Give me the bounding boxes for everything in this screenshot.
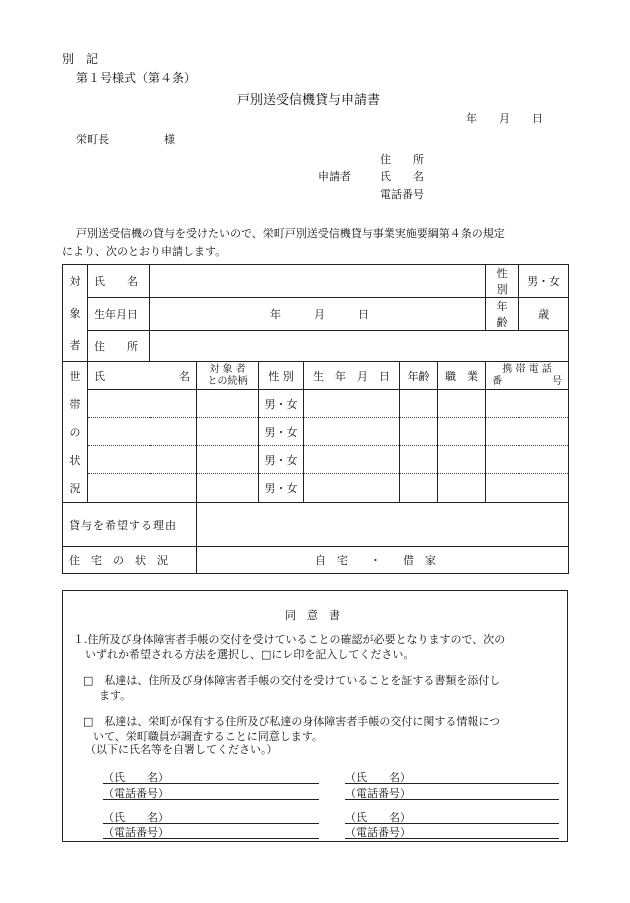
subject-name-input[interactable] bbox=[150, 265, 486, 298]
col-relation: 対 象 者 との続柄 bbox=[197, 362, 259, 390]
member-gender-choice[interactable]: 男・女 bbox=[259, 418, 304, 446]
member-age-input[interactable] bbox=[400, 446, 438, 474]
housing-choice[interactable]: 自 宅 ・ 借 家 bbox=[197, 547, 569, 574]
signature-phone-label: （電話番号） bbox=[345, 787, 411, 800]
member-relation-input[interactable] bbox=[197, 418, 259, 446]
member-dob-input[interactable] bbox=[304, 390, 400, 418]
member-job-input[interactable] bbox=[438, 474, 486, 503]
signature-phone-label: （電話番号） bbox=[103, 826, 169, 839]
annex-label: 別 記 bbox=[62, 52, 99, 66]
col-name: 氏 名 bbox=[88, 362, 197, 390]
consent-option-1-checkbox[interactable]: □ 私達は、住所及び身体障害者手帳の交付を受けていることを証する書類を添付し bbox=[83, 674, 501, 687]
signature-name-label: （氏 名） bbox=[103, 811, 169, 824]
address-label: 住 所 bbox=[380, 153, 424, 166]
member-name-input[interactable] bbox=[88, 418, 197, 446]
col-dob: 生 年 月 日 bbox=[304, 362, 400, 390]
consent-option-2-line-2: いて、栄町職員が調査することに同意します。 bbox=[93, 730, 323, 743]
subject-dob-label: 生年月日 bbox=[88, 298, 150, 331]
subject-gender-label: 性 別 bbox=[486, 265, 519, 298]
form-number: 第１号様式（第４条） bbox=[76, 71, 197, 85]
member-dob-input[interactable] bbox=[304, 418, 400, 446]
subject-name-label: 氏 名 bbox=[88, 265, 150, 298]
applicant-phone-label: 電話番号 bbox=[380, 188, 424, 201]
signature-name-line[interactable] bbox=[345, 783, 559, 784]
signature-phone-label: （電話番号） bbox=[103, 787, 169, 800]
member-age-input[interactable] bbox=[400, 418, 438, 446]
member-job-input[interactable] bbox=[438, 390, 486, 418]
consent-item-1-line-2: いずれか希望される方法を選択し、□にレ印を記入してください。 bbox=[85, 648, 415, 661]
applicant-label: 申請者 bbox=[318, 170, 351, 183]
household-row bbox=[63, 474, 569, 503]
signature-name-label: （氏 名） bbox=[345, 771, 411, 784]
member-gender-choice[interactable]: 男・女 bbox=[259, 446, 304, 474]
consent-title: 同 意 書 bbox=[285, 609, 340, 622]
household-row bbox=[63, 390, 569, 418]
signature-phone-line[interactable] bbox=[345, 838, 559, 839]
signature-phone-line[interactable] bbox=[103, 799, 319, 800]
col-job: 職 業 bbox=[438, 362, 486, 390]
household-row bbox=[63, 418, 569, 446]
subject-side-label: 対 象 者 bbox=[63, 265, 88, 362]
intro-text-2: により、次のとおり申請します。 bbox=[62, 245, 227, 258]
subject-address-input[interactable] bbox=[150, 331, 569, 362]
subject-dob-input[interactable]: 年 月 日 bbox=[150, 298, 486, 331]
page-title: 戸別送受信機貸与申請書 bbox=[237, 93, 381, 108]
signature-phone-line[interactable] bbox=[345, 799, 559, 800]
member-job-input[interactable] bbox=[438, 446, 486, 474]
member-mobile-input[interactable] bbox=[486, 474, 569, 503]
subject-age-input[interactable]: 歳 bbox=[519, 298, 569, 331]
signature-phone-line[interactable] bbox=[103, 838, 319, 839]
col-age: 年齢 bbox=[400, 362, 438, 390]
application-table bbox=[62, 264, 569, 574]
member-relation-input[interactable] bbox=[197, 446, 259, 474]
member-age-input[interactable] bbox=[400, 390, 438, 418]
consent-option-2-checkbox[interactable]: □ 私達は、栄町が保有する住所及び私達の身体障害者手帳の交付に関する情報につ bbox=[83, 715, 501, 728]
reason-input[interactable] bbox=[197, 503, 569, 547]
subject-address-label: 住 所 bbox=[88, 331, 150, 362]
member-relation-input[interactable] bbox=[197, 390, 259, 418]
date-field[interactable]: 年 月 日 bbox=[466, 112, 543, 125]
member-gender-choice[interactable]: 男・女 bbox=[259, 390, 304, 418]
intro-text-1: 戸別送受信機の貸与を受けたいので、栄町戸別送受信機貸与事業実施要綱第４条の規定 bbox=[76, 227, 505, 240]
member-dob-input[interactable] bbox=[304, 474, 400, 503]
member-mobile-input[interactable] bbox=[486, 418, 569, 446]
household-side-label: 世 帯 の 状 況 bbox=[63, 362, 88, 503]
member-mobile-input[interactable] bbox=[486, 390, 569, 418]
member-name-input[interactable] bbox=[88, 390, 197, 418]
member-name-input[interactable] bbox=[88, 474, 197, 503]
signature-phone-label: （電話番号） bbox=[345, 826, 411, 839]
signature-name-label: （氏 名） bbox=[345, 811, 411, 824]
applicant-name-label: 氏 名 bbox=[380, 170, 424, 183]
member-mobile-input[interactable] bbox=[486, 446, 569, 474]
household-row bbox=[63, 446, 569, 474]
member-relation-input[interactable] bbox=[197, 474, 259, 503]
consent-option-1-line-2: ます。 bbox=[99, 689, 132, 702]
member-name-input[interactable] bbox=[88, 446, 197, 474]
col-gender: 性 別 bbox=[259, 362, 304, 390]
member-dob-input[interactable] bbox=[304, 446, 400, 474]
signature-name-line[interactable] bbox=[103, 783, 319, 784]
subject-age-label: 年 齢 bbox=[486, 298, 519, 331]
addressee: 栄町長 様 bbox=[76, 133, 175, 146]
reason-label: 貸与を希望する理由 bbox=[63, 503, 197, 547]
consent-item-1-line-1: １.住所及び身体障害者手帳の交付を受けていることの確認が必要となりますので、次の bbox=[73, 633, 506, 646]
housing-label: 住 宅 の 状 況 bbox=[63, 547, 197, 574]
member-gender-choice[interactable]: 男・女 bbox=[259, 474, 304, 503]
col-mobile: 携 帯 電 話 番 号 bbox=[486, 362, 569, 390]
member-job-input[interactable] bbox=[438, 418, 486, 446]
consent-box bbox=[62, 590, 568, 842]
member-age-input[interactable] bbox=[400, 474, 438, 503]
subject-gender-choice[interactable]: 男・女 bbox=[519, 265, 569, 298]
consent-option-2-line-3: （以下に氏名等を自署してください。） bbox=[85, 743, 278, 756]
signature-name-label: （氏 名） bbox=[103, 771, 169, 784]
